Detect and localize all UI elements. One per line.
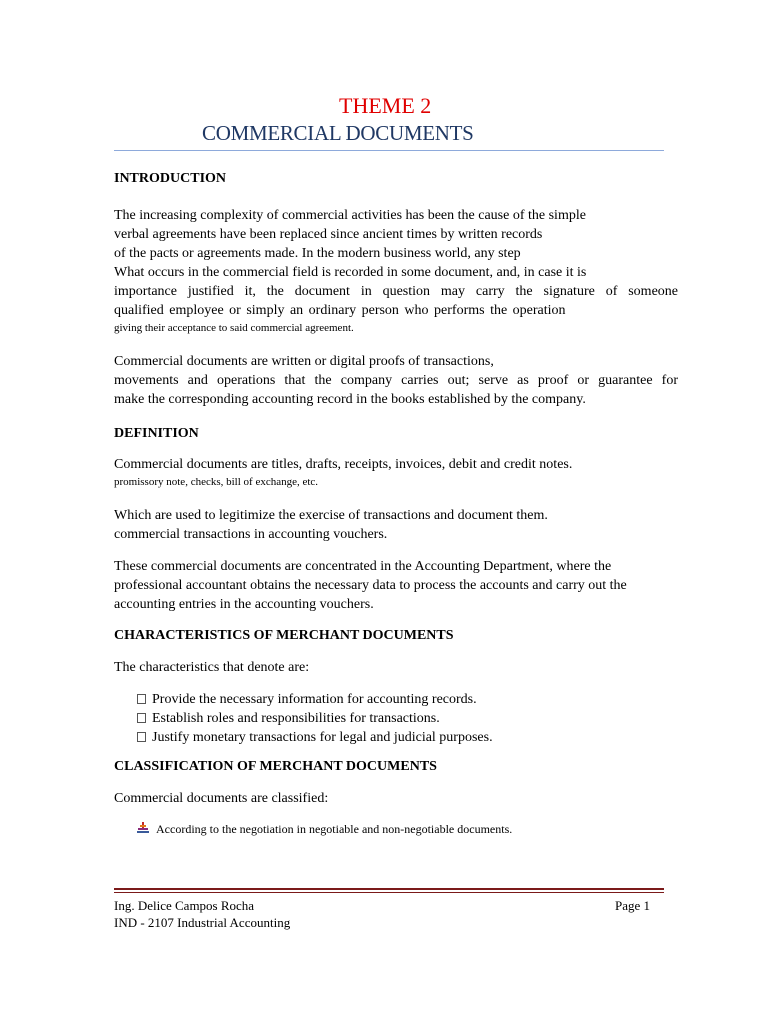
text-line: giving their acceptance to said commercial agreement. <box>114 322 354 334</box>
characteristics-intro <box>114 658 678 677</box>
definition-paragraph-3 <box>114 557 678 614</box>
text-line: importance justified it, the document in question may carry the signature of someone <box>114 284 678 299</box>
heading-introduction: INTRODUCTION <box>114 171 227 186</box>
list-item-text: According to the negotiation in negotiable and non-negotiable documents. <box>156 822 513 836</box>
checkbox-bullet-icon <box>137 694 146 704</box>
checkbox-bullet-icon <box>137 732 146 742</box>
title-divider <box>114 150 664 151</box>
footer-divider <box>114 888 664 890</box>
heading-characteristics: CHARACTERISTICS OF MERCHANT DOCUMENTS <box>114 628 454 643</box>
page-number: Page 1 <box>614 898 650 913</box>
theme-number: THEME 2 <box>339 93 432 118</box>
footer-author: Ing. Delice Campos Rocha <box>114 898 255 913</box>
list-item-text: Provide the necessary information for accounting records. <box>152 692 477 707</box>
text-line: movements and operations that the company carries out; serve as proof or guarantee for <box>114 373 678 388</box>
list-item <box>136 821 512 837</box>
intro-paragraph-1 <box>114 206 678 337</box>
list-item <box>137 709 493 728</box>
text-line: Which are used to legitimize the exercise of transactions and document them. <box>114 508 548 523</box>
text-line: make the corresponding accounting record in the books established by the company. <box>114 392 586 407</box>
page-title: COMMERCIAL DOCUMENTS <box>202 121 474 145</box>
text-line: What occurs in the commercial field is recorded in some document, and, in case it is <box>114 265 587 280</box>
text-line: professional accountant obtains the necessary data to process the accounts and carry out the <box>114 578 627 593</box>
page-footer <box>114 897 650 931</box>
classification-intro <box>114 789 678 808</box>
text-line: Commercial documents are classified: <box>114 791 329 806</box>
stacked-bullet-icon <box>136 822 150 834</box>
text-line: The increasing complexity of commercial activities has been the cause of the simple <box>114 208 586 223</box>
definition-paragraph-2 <box>114 506 678 544</box>
text-line: These commercial documents are concentrated in the Accounting Department, where the <box>114 559 612 574</box>
intro-paragraph-2 <box>114 352 678 409</box>
text-line: of the pacts or agreements made. In the modern business world, any step <box>114 246 521 261</box>
text-line: accounting entries in the accounting vouchers. <box>114 597 374 612</box>
characteristics-list <box>137 690 493 747</box>
heading-definition: DEFINITION <box>114 426 199 441</box>
text-line: commercial transactions in accounting vouchers. <box>114 527 388 542</box>
text-line: Commercial documents are titles, drafts, receipts, invoices, debit and credit notes. <box>114 457 573 472</box>
list-item-text: Justify monetary transactions for legal and judicial purposes. <box>152 730 493 745</box>
text-line: Commercial documents are written or digital proofs of transactions, <box>114 354 494 369</box>
definition-paragraph-1 <box>114 455 678 491</box>
list-item <box>137 728 493 747</box>
footer-divider <box>114 892 664 893</box>
text-line: promissory note, checks, bill of exchange, etc. <box>114 476 319 488</box>
checkbox-bullet-icon <box>137 713 146 723</box>
list-item-text: Establish roles and responsibilities for transactions. <box>152 711 440 726</box>
text-line: The characteristics that denote are: <box>114 660 310 675</box>
heading-classification: CLASSIFICATION OF MERCHANT DOCUMENTS <box>114 759 437 774</box>
text-line: qualified employee or simply an ordinary person who performs the operation <box>114 303 566 318</box>
text-line: verbal agreements have been replaced since ancient times by written records <box>114 227 543 242</box>
footer-course: IND - 2107 Industrial Accounting <box>114 915 291 930</box>
list-item <box>137 690 493 709</box>
